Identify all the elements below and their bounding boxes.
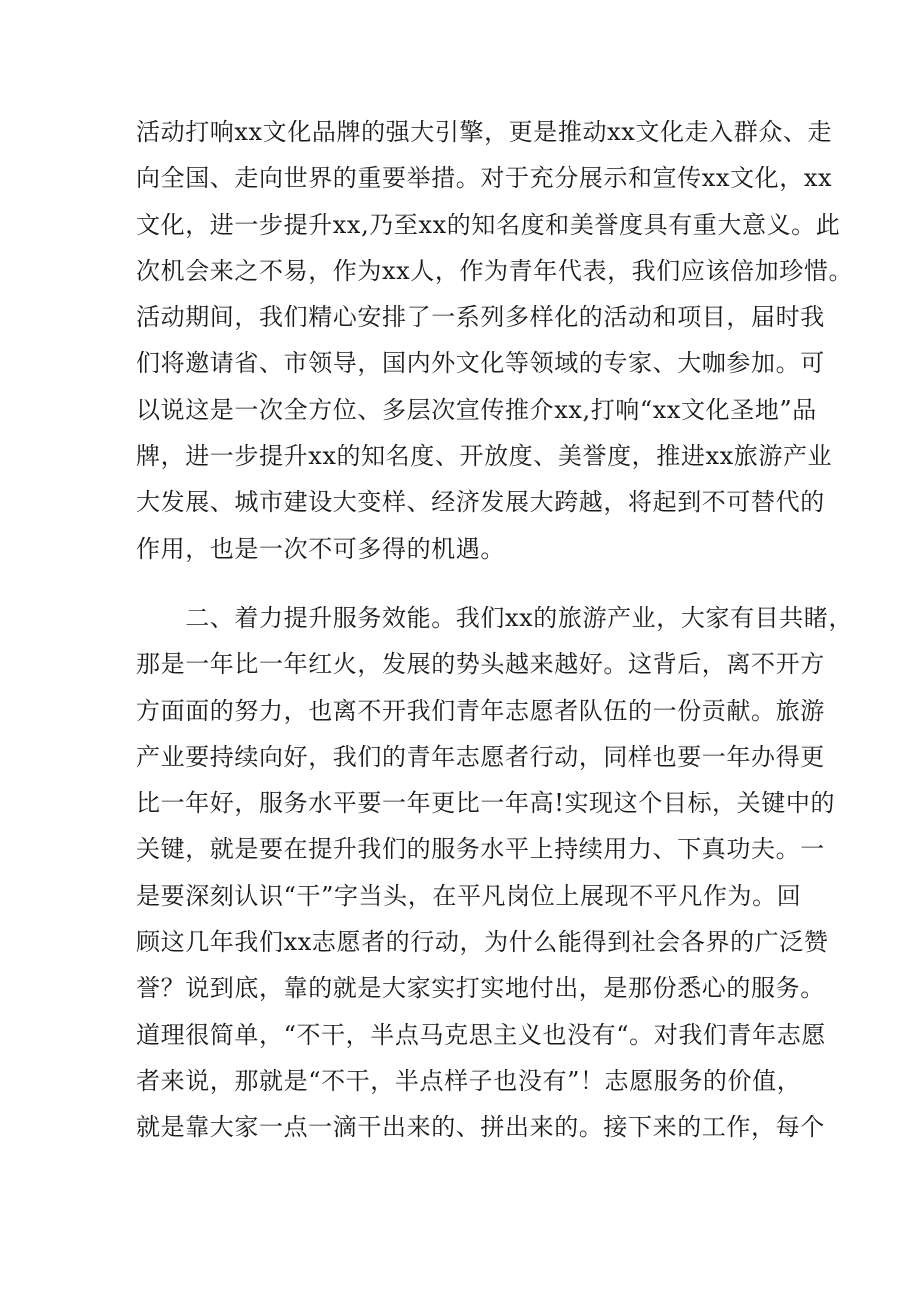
text-line: 二、着力提升服务效能。我们xx的旅游产业，大家有目共睹，: [136, 604, 854, 632]
text-line: 以说这是一次全方位、多层次宣传推介xx,打响“xx文化圣地”品: [136, 395, 817, 424]
text-line: 那是一年比一年红火，发展的势头越来越好。这背后，离不开方: [136, 650, 825, 679]
text-line: 牌，进一步提升xx的知名度、开放度、美誉度，推进xx旅游产业: [136, 442, 833, 471]
text-line: 关键，就是要在提升我们的服务水平上持续用力、下真功夫。一: [136, 835, 825, 864]
text-line: 就是靠大家一点一滴干出来的、拼出来的。接下来的工作，每个: [136, 1113, 825, 1142]
text-line: 活动期间，我们精心安排了一系列多样化的活动和项目，届时我: [136, 303, 825, 332]
paragraph-1: [136, 109, 854, 572]
text-line: 文化，进一步提升xx,乃至xx的知名度和美誉度具有重大意义。此: [136, 210, 841, 239]
text-line: 誉？说到底，靠的就是大家实打实地付出，是那份悉心的服务。: [136, 974, 825, 1003]
text-line: 大发展、城市建设大变样、经济发展大跨越，将起到不可替代的: [136, 488, 825, 517]
text-line: 次机会来之不易，作为xx人，作为青年代表，我们应该倍加珍惜。: [136, 256, 854, 285]
text-line: 道理很简单，“不干，半点马克思主义也没有“。对我们青年志愿: [136, 1020, 826, 1049]
text-line: 产业要持续向好，我们的青年志愿者行动，同样也要一年办得更: [136, 742, 825, 771]
text-line: 向全国、走向世界的重要举措。对于充分展示和宣传xx文化，xx: [136, 164, 833, 193]
text-line: 比一年好，服务水平要一年更比一年高!实现这个目标，关键中的: [136, 789, 836, 818]
text-line: 作用，也是一次不可多得的机遇。: [136, 534, 505, 563]
text-line: 者来说，那就是“不干，半点样子也没有”！志愿服务的价值，: [136, 1066, 802, 1095]
text-line: 活动打响xx文化品牌的强大引擎，更是推动xx文化走入群众、走: [136, 118, 833, 146]
text-line: 是要深刻认识“干”字当头，在平凡岗位上展现不平凡作为。回: [136, 881, 802, 910]
paragraph-2: [136, 595, 854, 1151]
text-line: 方面面的努力，也离不开我们青年志愿者队伍的一份贡献。旅游: [136, 696, 825, 725]
text-line: 顾这几年我们xx志愿者的行动，为什么能得到社会各界的广泛赞: [136, 928, 829, 957]
text-line: 们将邀请省、市领导，国内外文化等领域的专家、大咖参加。可: [136, 349, 825, 378]
